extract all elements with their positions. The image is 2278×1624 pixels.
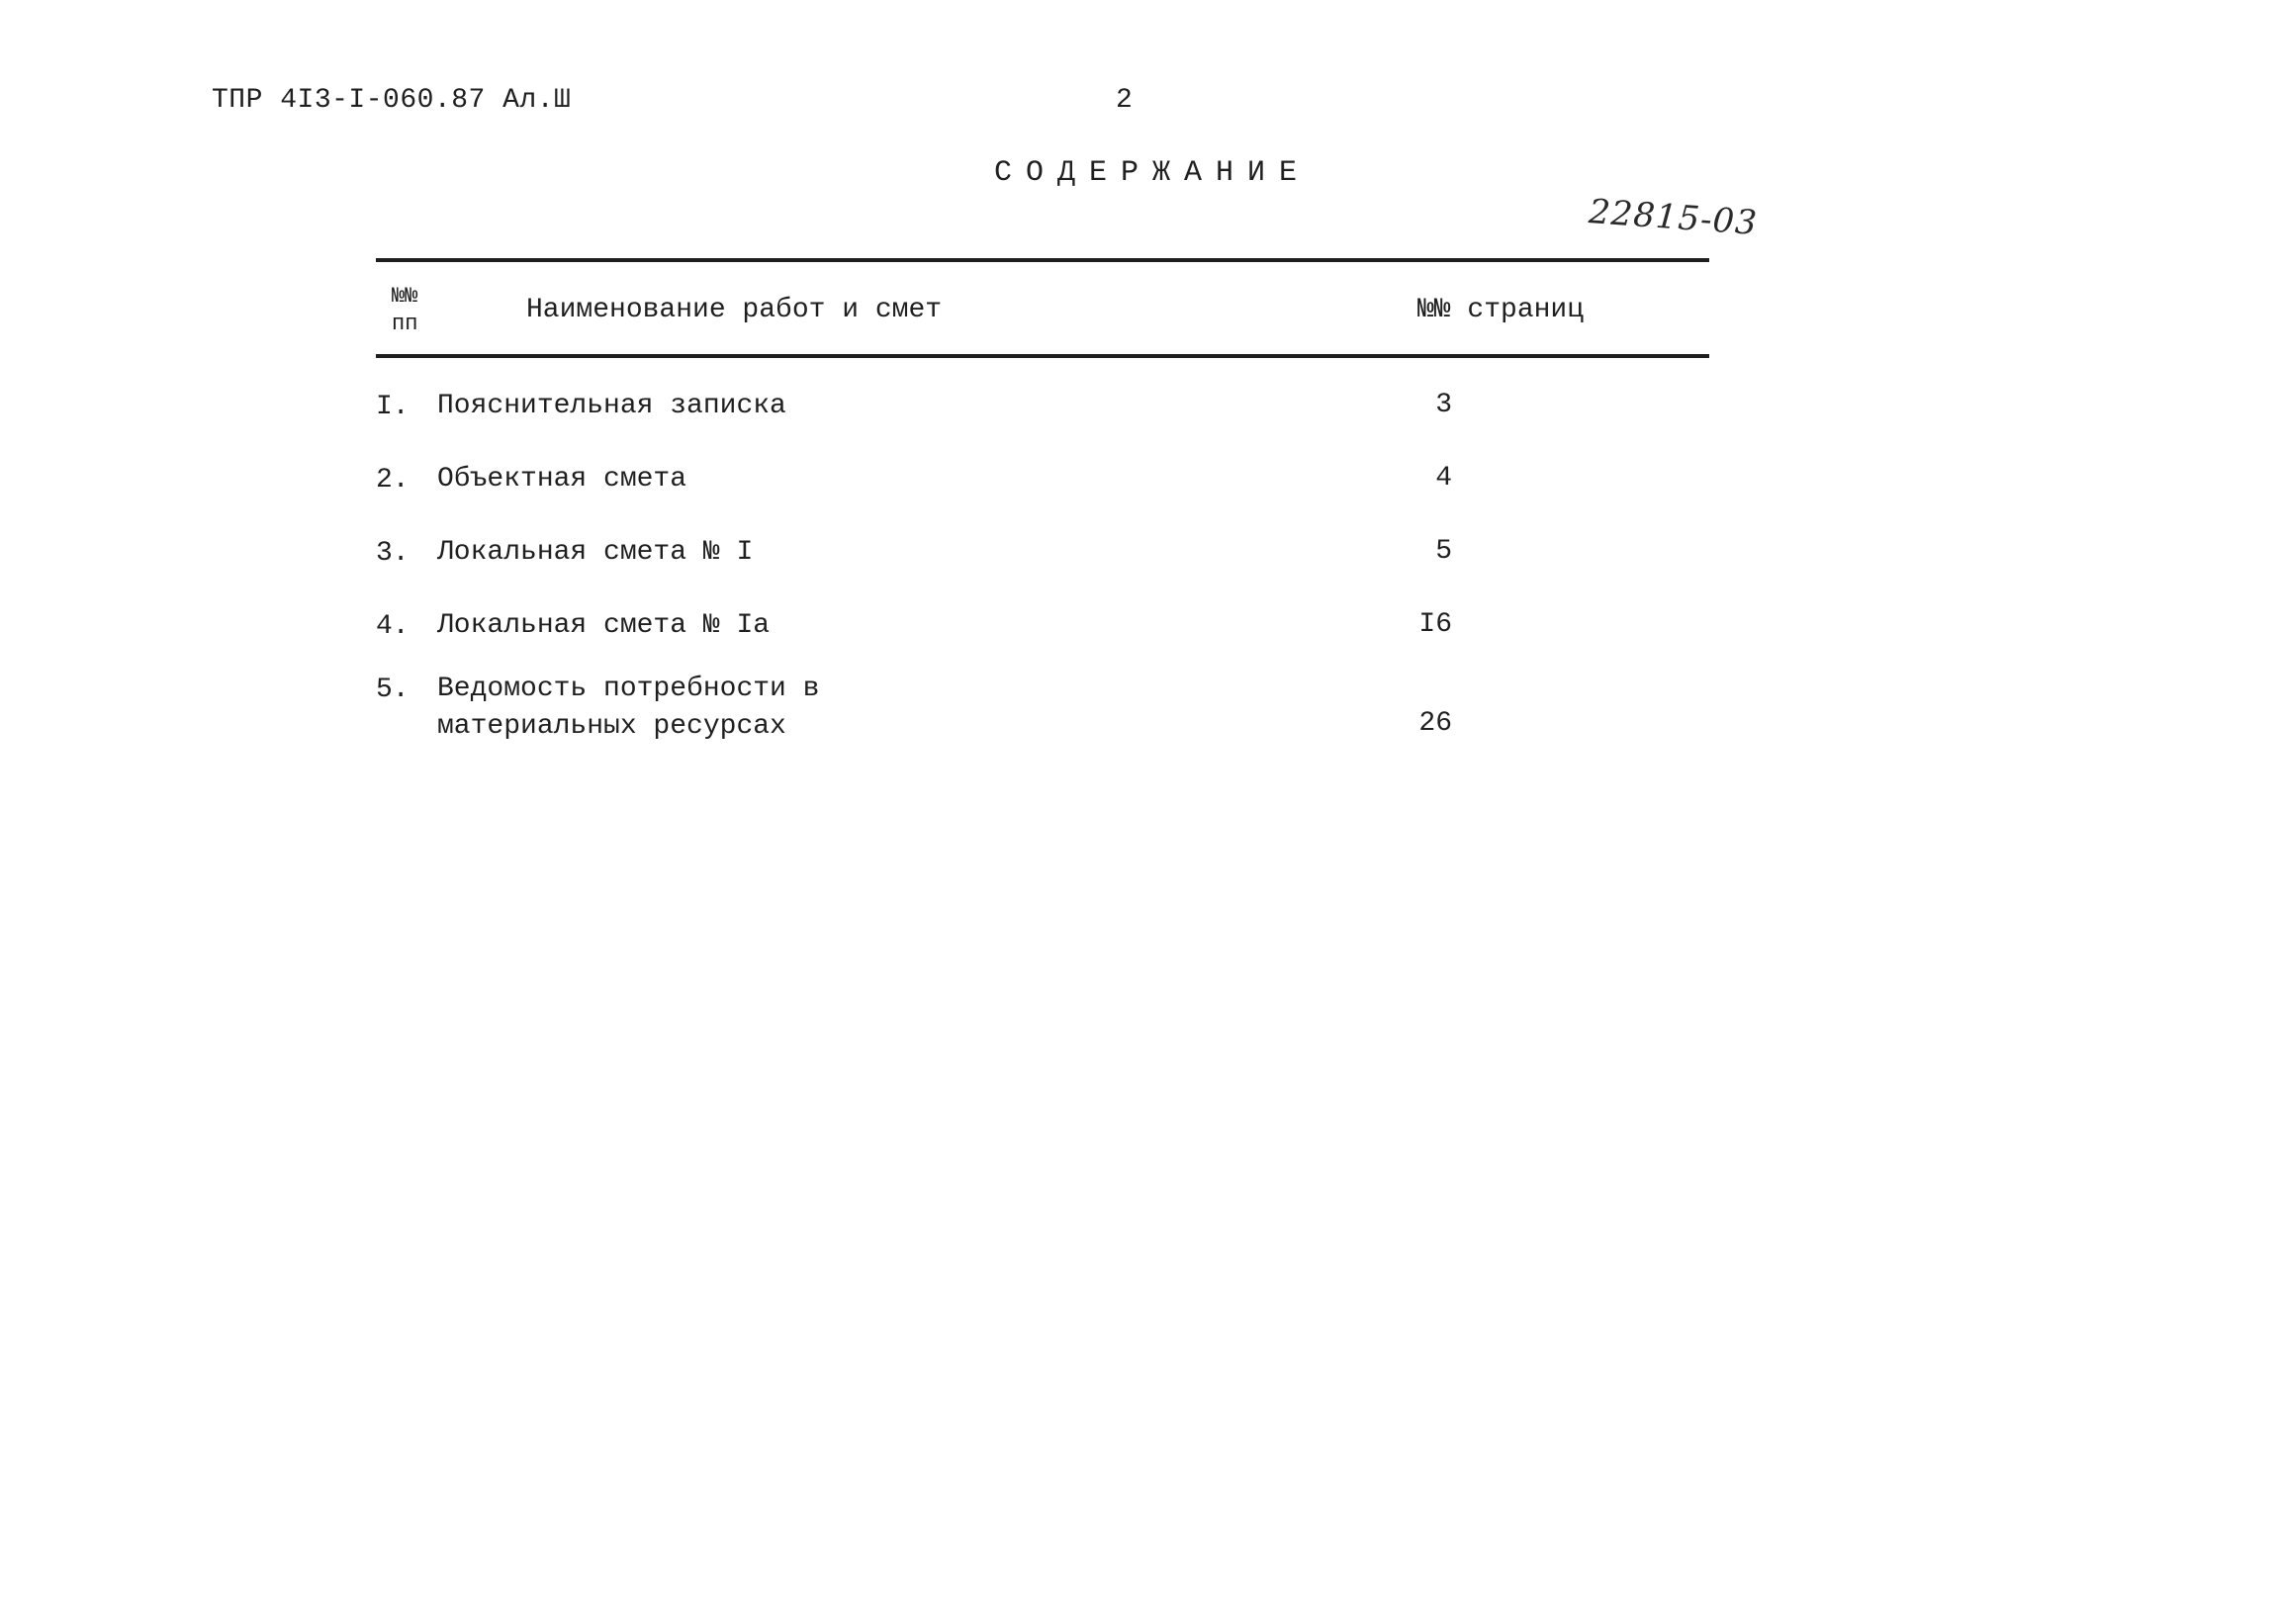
handwritten-inventory-number: 22815-03 — [1587, 192, 1760, 243]
row-title: Объектная смета — [437, 464, 687, 495]
page-title: СОДЕРЖАНИЕ — [994, 156, 1312, 190]
header-item-number-line2: пп — [392, 312, 418, 336]
row-title: Локальная смета № Iа — [437, 610, 771, 641]
row-title — [437, 671, 819, 746]
table-top-rule — [376, 258, 1709, 262]
row-page: 4 — [1435, 463, 1452, 494]
header-item-number — [392, 283, 417, 338]
row-number: 2. — [376, 465, 410, 496]
row-title: Пояснительная записка — [437, 391, 786, 421]
row-number: 5. — [376, 675, 410, 705]
row-page: 3 — [1435, 390, 1452, 420]
row-number: I. — [376, 392, 410, 422]
row-title-line1: Ведомость потребности в — [437, 674, 820, 704]
row-title-line2: материальных ресурсах — [437, 711, 786, 742]
row-number: 3. — [376, 538, 410, 569]
page-number: 2 — [1116, 85, 1133, 116]
row-page: I6 — [1418, 609, 1452, 640]
row-page: 26 — [1418, 708, 1452, 739]
header-page-numbers: №№ страниц — [1417, 295, 1585, 325]
row-page: 5 — [1435, 536, 1452, 567]
header-work-name: Наименование работ и смет — [526, 295, 943, 325]
row-number: 4. — [376, 611, 410, 642]
row-title: Локальная смета № I — [437, 537, 754, 568]
header-item-number-line1: №№ — [392, 284, 418, 309]
table-header-rule — [376, 354, 1709, 358]
document-code: ТПР 4I3-I-060.87 Ал.Ш — [212, 85, 572, 116]
